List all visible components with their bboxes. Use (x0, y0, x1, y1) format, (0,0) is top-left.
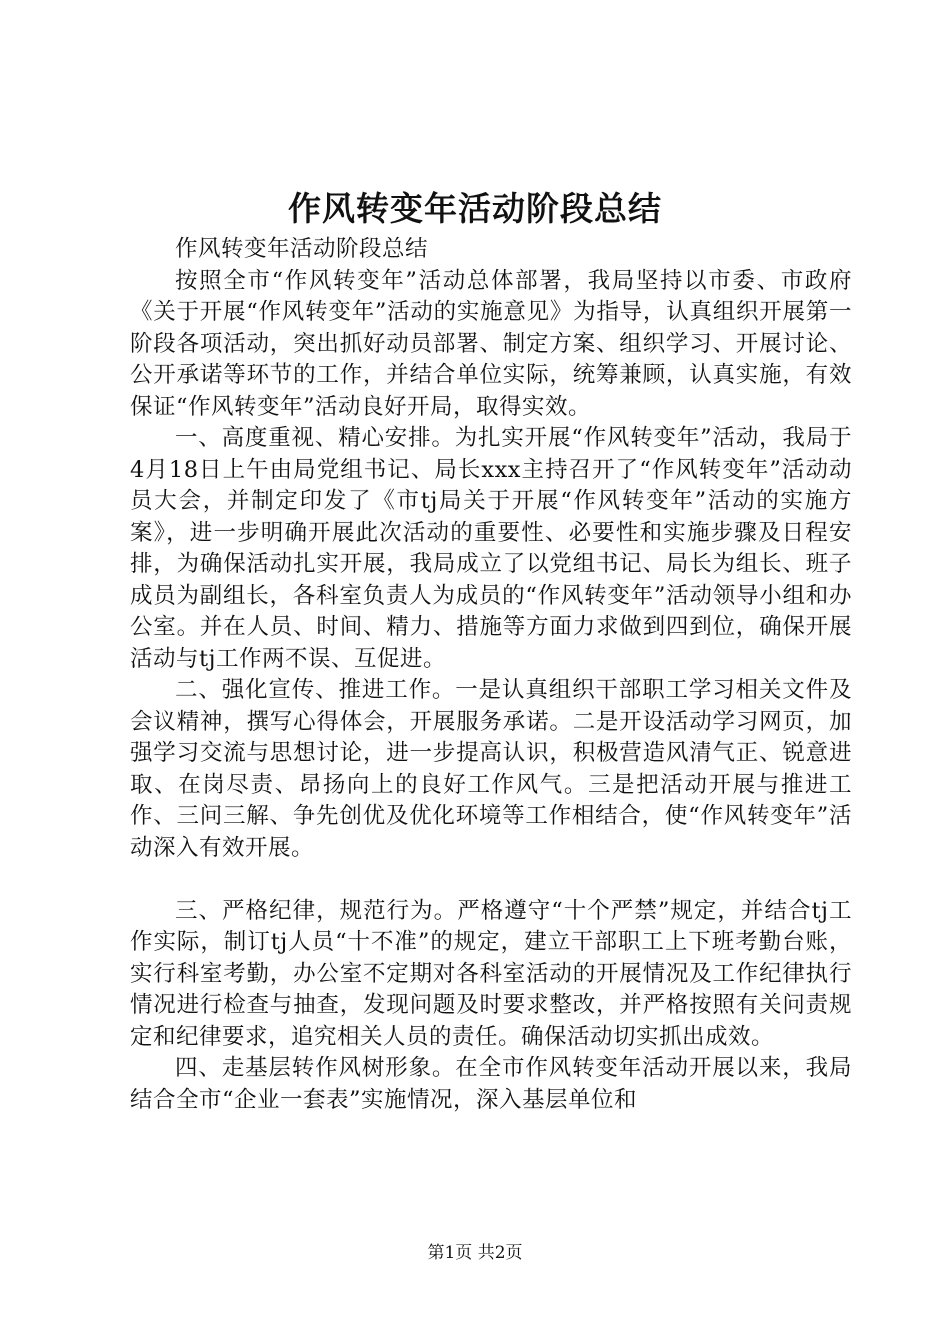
page-footer: 第1页 共2页 (427, 1243, 523, 1263)
document-body (130, 234, 852, 1116)
paragraph-intro: 按照全市“作风转变年”活动总体部署，我局坚持以市委、市政府《关于开展“作风转变年”活动的实施意见》为指导，认真组织开展第一阶段各项活动，突出抓好动员部署、制定方案、组织学习、开展讨论、公开承诺等环节的工作，并结合单位实际，统筹兼顾，认真实施，有效保证“作风转变年”活动良好开局，取得实效。 (130, 267, 852, 420)
paragraph-section-1: 一、高度重视、精心安排。为扎实开展“作风转变年”活动，我局于4月18日上午由局党组书记、局长xxx主持召开了“作风转变年”活动动员大会，并制定印发了《市tj局关于开展“作风转变年”活动的实施方案》，进一步明确开展此次活动的重要性、必要性和实施步骤及日程安排，为确保活动扎实开展，我局成立了以党组书记、局长为组长、班子成员为副组长，各科室负责人为成员的“作风转变年”活动领导小组和办公室。并在人员、时间、精力、措施等方面力求做到四到位，确保开展活动与tj工作两不误、互促进。 (130, 425, 852, 672)
paragraph-section-4: 四、走基层转作风树形象。在全市作风转变年活动开展以来，我局结合全市“企业一套表”实施情况，深入基层单位和 (130, 1055, 852, 1113)
document-title: 作风转变年活动阶段总结 (288, 189, 662, 228)
paragraph-section-2: 二、强化宣传、推进工作。一是认真组织干部职工学习相关文件及会议精神，撰写心得体会，开展服务承诺。二是开设活动学习网页，加强学习交流与思想讨论，进一步提高认识，积极营造风清气正、锐意进取、在岗尽责、昂扬向上的良好工作风气。三是把活动开展与推进工作、三问三解、争先创优及优化环境等工作相结合，使“作风转变年”活动深入有效开展。 (130, 677, 852, 861)
paragraph-section-3: 三、严格纪律，规范行为。严格遵守“十个严禁”规定，并结合tj工作实际，制订tj人员“十不准”的规定，建立干部职工上下班考勤台账，实行科室考勤，办公室不定期对各科室活动的开展情况及工作纪律执行情况进行检查与抽查，发现问题及时要求整改，并严格按照有关问责规定和纪律要求，追究相关人员的责任。确保活动切实抓出成效。 (130, 897, 852, 1050)
paragraph-subtitle: 作风转变年活动阶段总结 (175, 236, 429, 262)
